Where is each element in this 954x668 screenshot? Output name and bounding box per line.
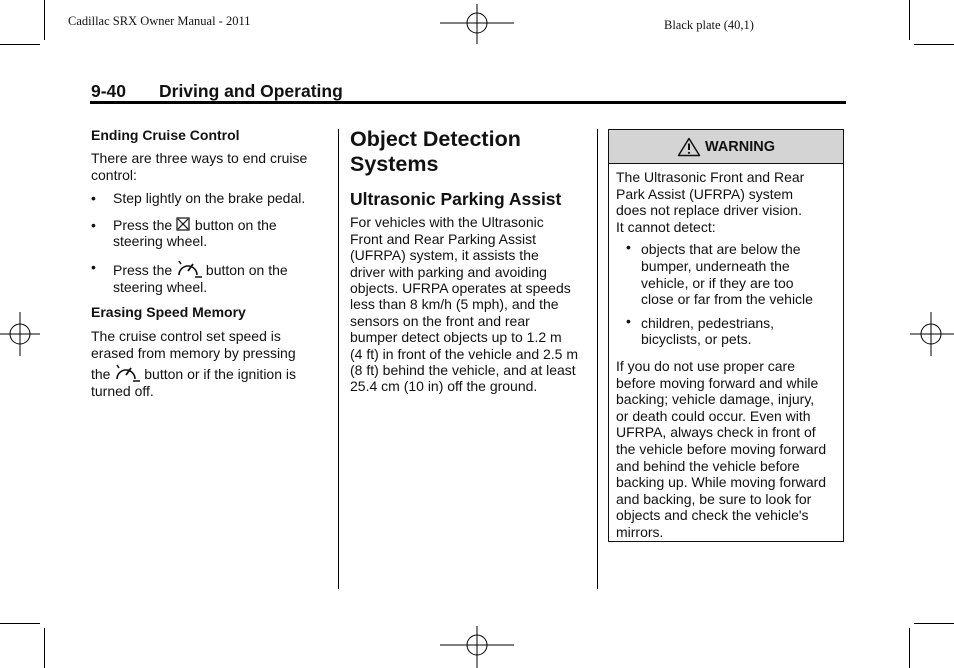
ending-cruise-intro: There are three ways to end cruise control: [91,150,308,183]
column-divider [597,129,598,589]
ufrpa-body: For vehicles with the Ultrasonic Front and Rear Parking Assist (UFRPA) system, it assists the driver with parking and avoiding objects. UFRPA operates at speeds less than 8 km/h (5 mph), and the sensors on the front and rear bumper detect objects up to 1.2 m (4 ft) in front of the vehicle and 2.5 m (8 ft) behind the vehicle, and at least 25.4 cm (10 in) off the ground. [350,214,579,395]
bullet-icon: • [626,312,631,329]
erasing-line: the button or if the ignition is [91,363,327,383]
list-item: • Step lightly on the brake pedal. [91,190,306,207]
warning-triangle-icon [677,137,701,157]
bullet-icon: • [91,216,96,233]
warning-closing: If you do not use proper care before moving forward and while backing; vehicle damage, injury, or death could occur. Even with UFRPA, always check in front of the vehicle before moving forward and behind the vehicle before backing up. While moving forward and backing, be sure to look for objects and check the vehicle's mirrors. [616,357,827,540]
subsection-heading: Ultrasonic Parking Assist [350,189,562,209]
cruise-on-off-icon [176,259,202,279]
cruise-cancel-icon [176,217,191,231]
bullet-icon: • [91,259,96,276]
section-heading: Object Detection Systems [350,127,521,176]
erasing-line: turned off. [91,383,154,400]
column-middle [350,127,590,395]
crop-mark [0,44,40,45]
registration-mark-icon [910,312,954,356]
registration-mark-icon [440,4,514,44]
list-item: • Press the button on the steering wheel. [91,259,288,296]
crop-mark [44,628,45,668]
crop-mark [0,623,40,624]
registration-mark-icon [440,626,514,668]
bullet-icon: • [626,239,631,256]
warning-box [608,129,844,542]
column-left [91,127,327,399]
warning-header [609,130,843,164]
registration-mark-icon [0,312,40,356]
column-divider [338,129,339,589]
warning-body: The Ultrasonic Front and Rear Park Assist (UFRPA) system does not replace driver vision. It cannot detect: • objects that are below the bumper, underneath the vehicle, or if they are too close or far from the vehicle • children, pedestrians, bicyclists, or pets. If you do not use proper care before moving forward and while backing; vehicle damage, injury, or death could occur. Even with UFRPA, always check in front of the vehicle before moving forward and behind the vehicle before backing up. While moving forward and backing, be sure to look for objects and check the vehicle's mirrors. [616,169,842,540]
cruise-on-off-icon [114,363,140,383]
crop-mark [909,628,910,668]
slug-right: Black plate (40,1) [664,18,754,32]
crop-mark [914,623,954,624]
list-item: • children, pedestrians, bicyclists, or pets. [626,312,775,348]
crop-mark [914,44,954,45]
warning-label: WARNING [704,138,776,155]
slug-left: Cadillac SRX Owner Manual - 2011 [68,14,251,28]
ending-cruise-heading: Ending Cruise Control [91,127,240,143]
erasing-line: erased from memory by pressing [91,344,296,361]
crop-mark [44,0,45,40]
header-rule [90,101,846,104]
crop-mark [909,0,910,40]
page-number: 9-40 [91,81,127,101]
erasing-line: The cruise control set speed is [91,328,281,345]
erasing-speed-heading: Erasing Speed Memory [91,303,246,320]
list-item: • objects that are below the bumper, underneath the vehicle, or if they are too close or far from the vehicle [626,239,813,308]
bullet-icon: • [91,190,96,207]
page-header [91,81,343,102]
section-title: Driving and Operating [159,81,343,101]
list-item: • Press the button on the steering wheel. [91,216,277,250]
